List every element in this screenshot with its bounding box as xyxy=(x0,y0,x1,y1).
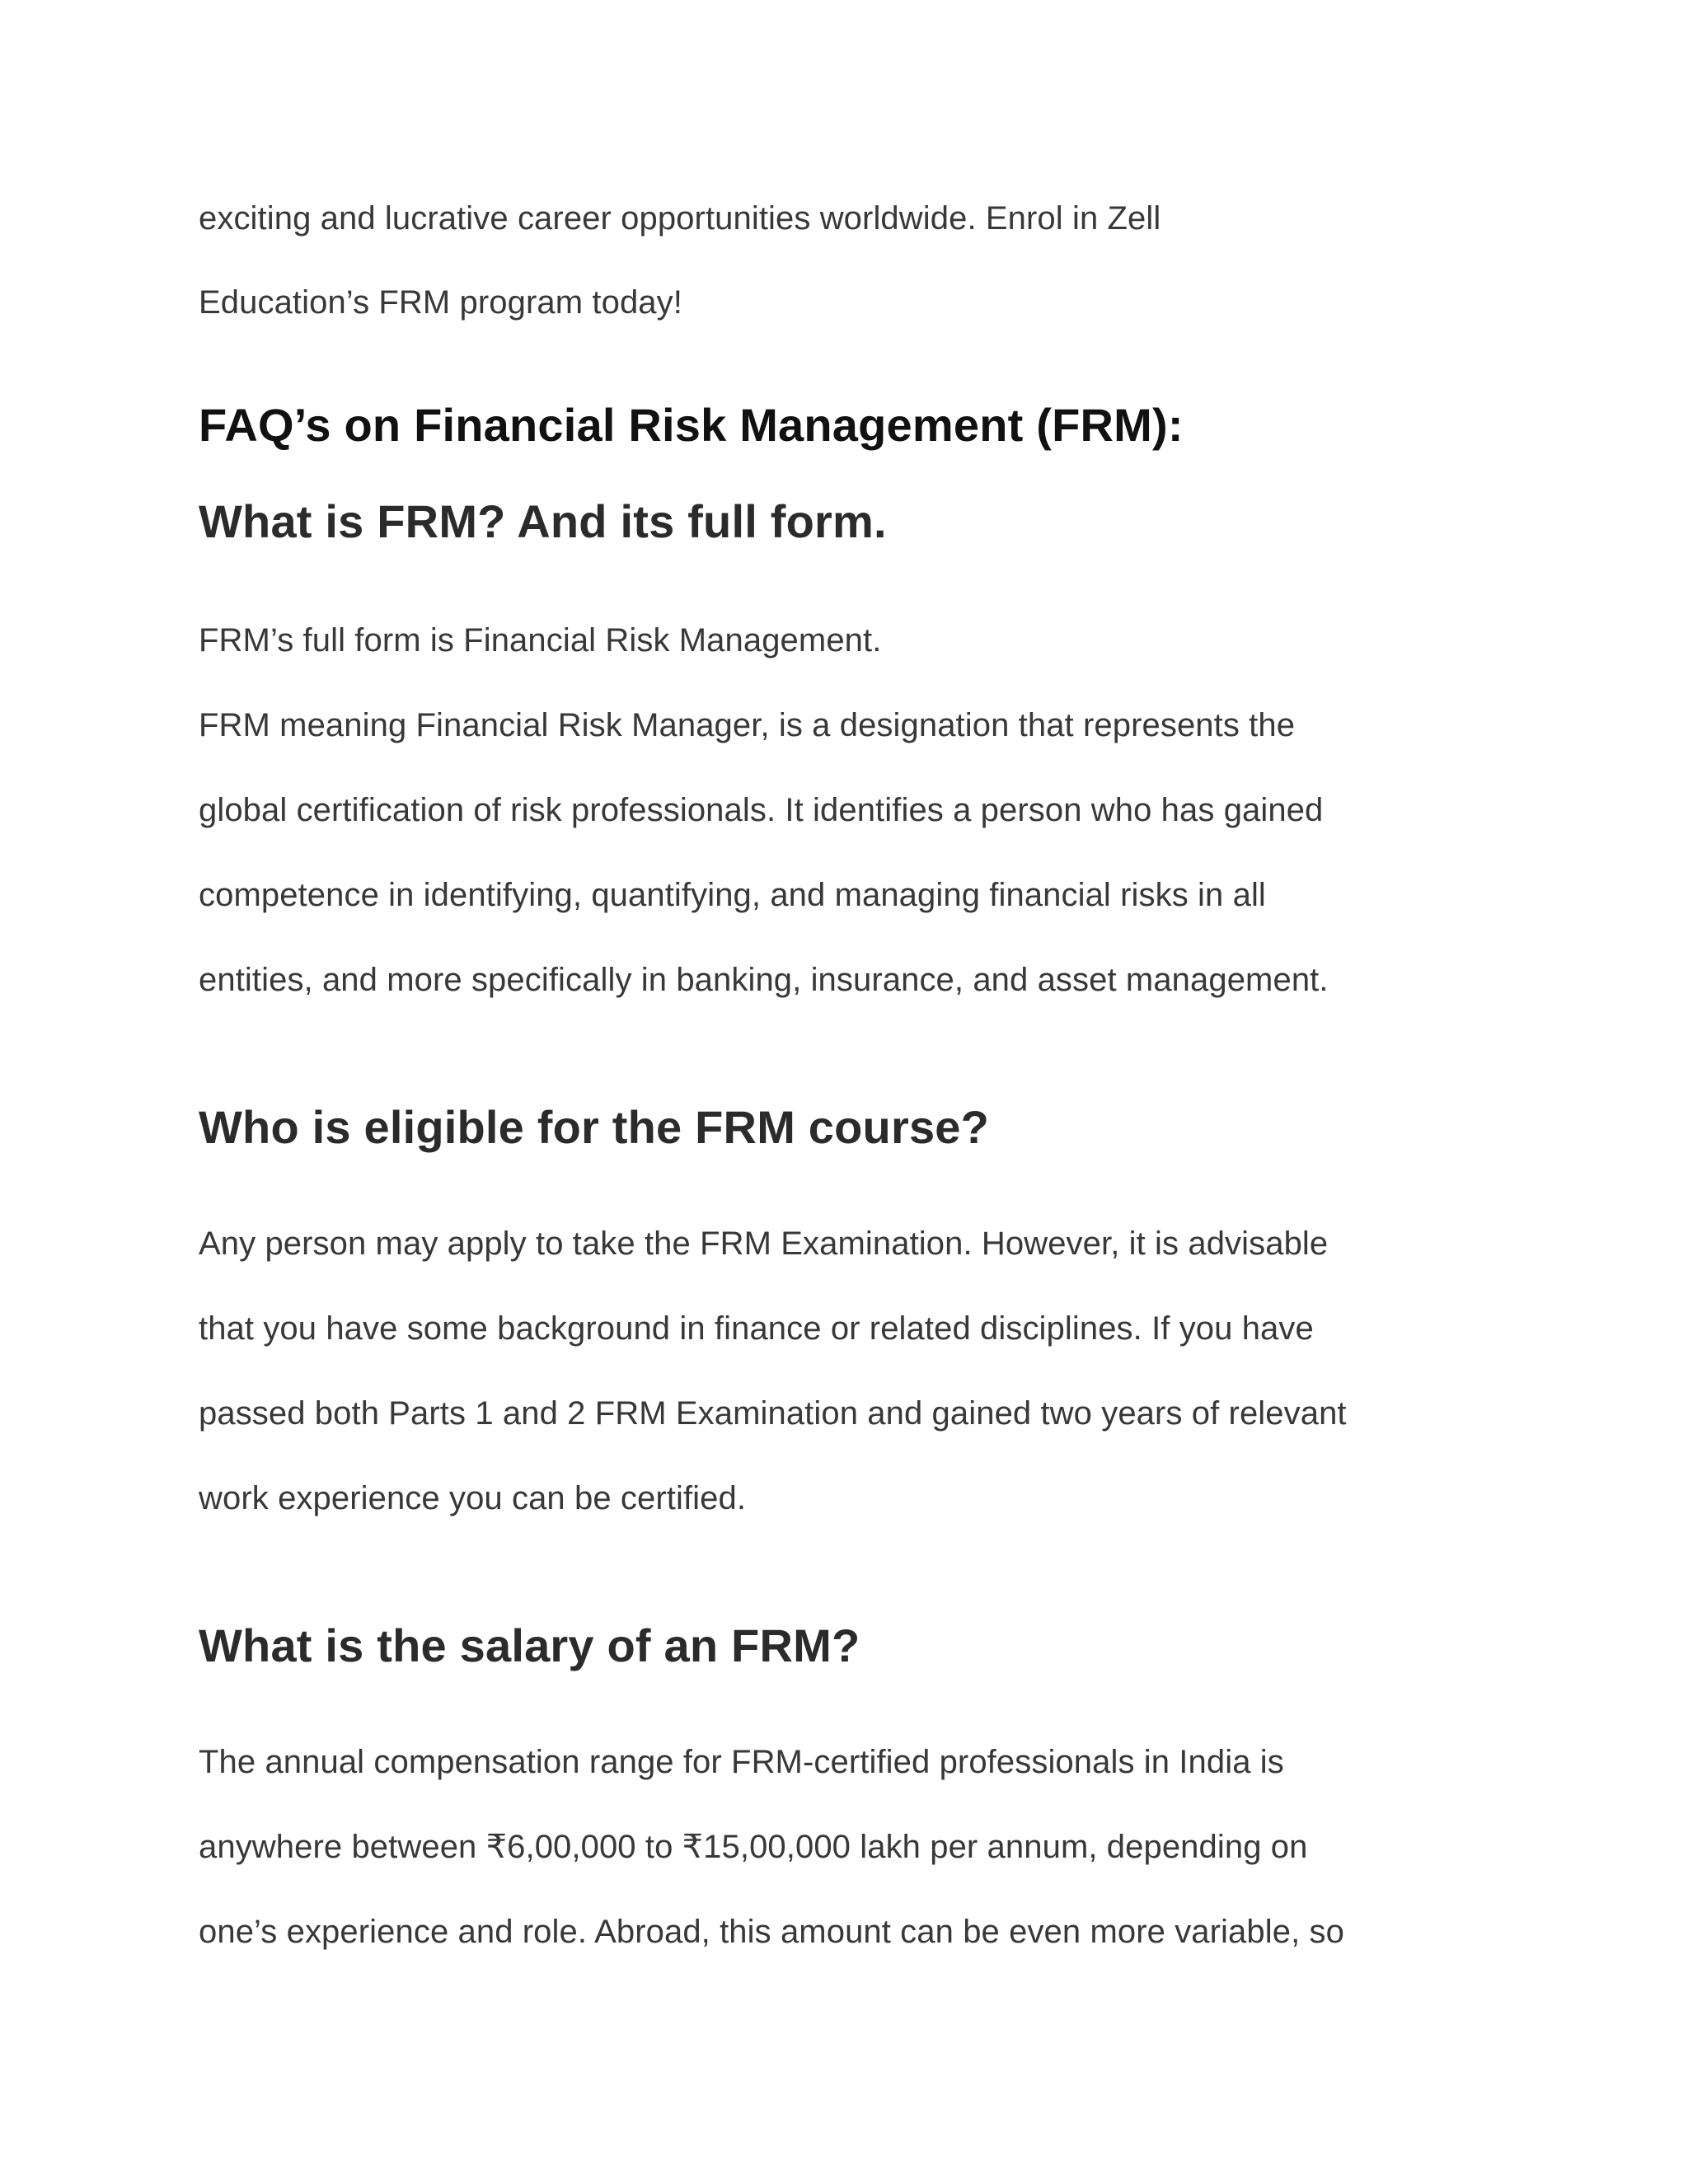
paragraph-line: one’s experience and role. Abroad, this amount can be even more variable, so xyxy=(199,1914,1344,1950)
paragraph-line: The annual compensation range for FRM-certified professionals in India is xyxy=(199,1744,1284,1780)
intro-line-1: exciting and lucrative career opportunities worldwide. Enrol in Zell xyxy=(199,200,1161,237)
faq-title: FAQ’s on Financial Risk Management (FRM): xyxy=(199,399,1184,451)
intro-line-2: Education’s FRM program today! xyxy=(199,284,682,321)
paragraph-line: work experience you can be certified. xyxy=(199,1480,747,1516)
paragraph-line: FRM’s full form is Financial Risk Management. xyxy=(199,622,882,658)
paragraph-line: FRM meaning Financial Risk Manager, is a designation that represents the xyxy=(199,707,1296,743)
paragraph-line: entities, and more specifically in banking, insurance, and asset management. xyxy=(199,962,1329,998)
section-heading-salary: What is the salary of an FRM? xyxy=(199,1619,860,1671)
paragraph-line: Any person may apply to take the FRM Examination. However, it is advisable xyxy=(199,1226,1329,1262)
paragraph-line: passed both Parts 1 and 2 FRM Examination and gained two years of relevant xyxy=(199,1395,1347,1432)
paragraph-line: global certification of risk professionals. It identifies a person who has gained xyxy=(199,792,1324,828)
section-heading-frm-definition: What is FRM? And its full form. xyxy=(199,495,887,547)
paragraph-line: anywhere between ₹6,00,000 to ₹15,00,000 lakh per annum, depending on xyxy=(199,1829,1308,1865)
paragraph-line: that you have some background in finance or related disciplines. If you have xyxy=(199,1310,1314,1347)
paragraph-line: competence in identifying, quantifying, and managing financial risks in all xyxy=(199,877,1266,913)
section-heading-eligibility: Who is eligible for the FRM course? xyxy=(199,1101,990,1153)
